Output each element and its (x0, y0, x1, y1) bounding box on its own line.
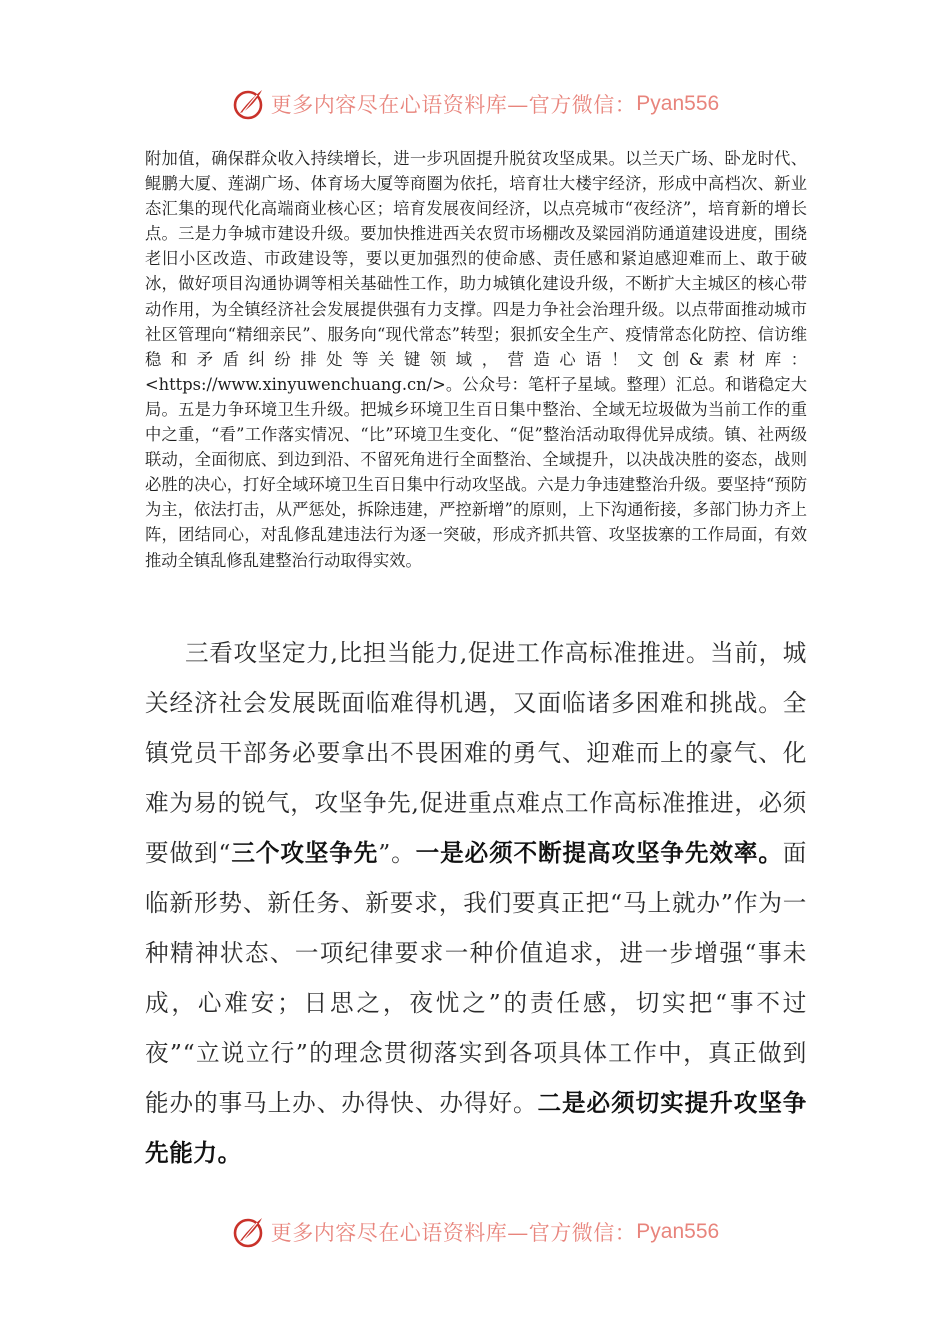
banner-wechat-id: Pyan556 (636, 1220, 720, 1243)
bold-phrase-3: 二是必须切实提升攻坚争先能力。 (145, 1089, 807, 1167)
large-paragraph (145, 628, 807, 1178)
banner-wechat-id: Pyan556 (636, 92, 720, 115)
banner-text: 更多内容尽在心语资料库—官方微信： (270, 1221, 637, 1245)
para-text-2: ”。 (378, 839, 416, 867)
small-text-block (145, 146, 807, 573)
header-watermark-banner (0, 84, 950, 124)
bold-phrase-2: 一是必须不断提高攻坚争先效率。 (415, 839, 783, 867)
feather-pen-in-circle-icon (231, 86, 267, 122)
large-text-block (145, 628, 807, 1178)
para-text-1: 三看攻坚定力,比担当能力,促进工作高标准推进。当前，城关经济社会发展既面临难得机遇，又面临诸多困难和挑战。全镇党员干部务必要拿出不畏困难的勇气、迎难而上的豪气、化难为易的锐气，攻坚争先,促进重点难点工作高标准推进，必须要做到“ (145, 639, 807, 867)
bold-phrase-1: 三个攻坚争先 (231, 839, 379, 867)
footer-watermark-banner (0, 1212, 950, 1252)
banner-text: 更多内容尽在心语资料库—官方微信： (270, 93, 637, 117)
small-paragraph: 附加值，确保群众收入持续增长，进一步巩固提升脱贫攻坚成果。以兰天广场、卧龙时代、鲲鹏大厦、莲湖广场、体育场大厦等商圈为依托，培育壮大楼宇经济，形成中高档次、新业态汇集的现代化高端商业核心区；培育发展夜间经济，以点亮城市“夜经济”，培育新的增长点。三是力争城市建设升级。要加快推进西关农贸市场棚改及粱园消防通道建设进度，围绕老旧小区改造、市政建设等，要以更加强烈的使命感、责任感和紧迫感迎难而上、敢于破冰，做好项目沟通协调等相关基础性工作，助力城镇化建设升级，不断扩大主城区的核心带动作用，为全镇经济社会发展提供强有力支撑。四是力争社会治理升级。以点带面推动城市社区管理向“精细亲民”、服务向“现代常态”转型；狠抓安全生产、疫情常态化防控、信访维稳和矛盾纠纷排处等关键领域，营造心语！文创&素材库：<https://www.xinyuwenchuang.cn/>。公众号：笔杆子星域。整理）汇总。和谐稳定大局。五是力争环境卫生升级。把城乡环境卫生百日集中整治、全域无垃圾做为当前工作的重中之重，“看”工作落实情况、“比”环境卫生变化、“促”整治活动取得优异成绩。镇、社两级联动，全面彻底、到边到沿、不留死角进行全面整治、全域提升，以决战决胜的姿态，战则必胜的决心，打好全域环境卫生百日集中行动攻坚战。六是力争违建整治升级。要坚持“预防为主，依法打击，从严惩处，拆除违建，严控新增”的原则，上下沟通衔接，多部门协力齐上阵，团结同心，对乱修乱建违法行为逐一突破，形成齐抓共管、攻坚拔寨的工作局面，有效推动全镇乱修乱建整治行动取得实效。 (145, 149, 807, 570)
para-text-3: 面临新形势、新任务、新要求，我们要真正把“马上就办”作为一种精神状态、一项纪律要求一种价值追求，进一步增强“事未成，心难安；日思之，夜忧之”的责任感，切实把“事不过夜”“立说立行”的理念贯彻落实到各项具体工作中，真正做到能办的事马上办、办得快、办得好。 (145, 839, 807, 1117)
feather-pen-in-circle-icon (231, 1214, 267, 1250)
